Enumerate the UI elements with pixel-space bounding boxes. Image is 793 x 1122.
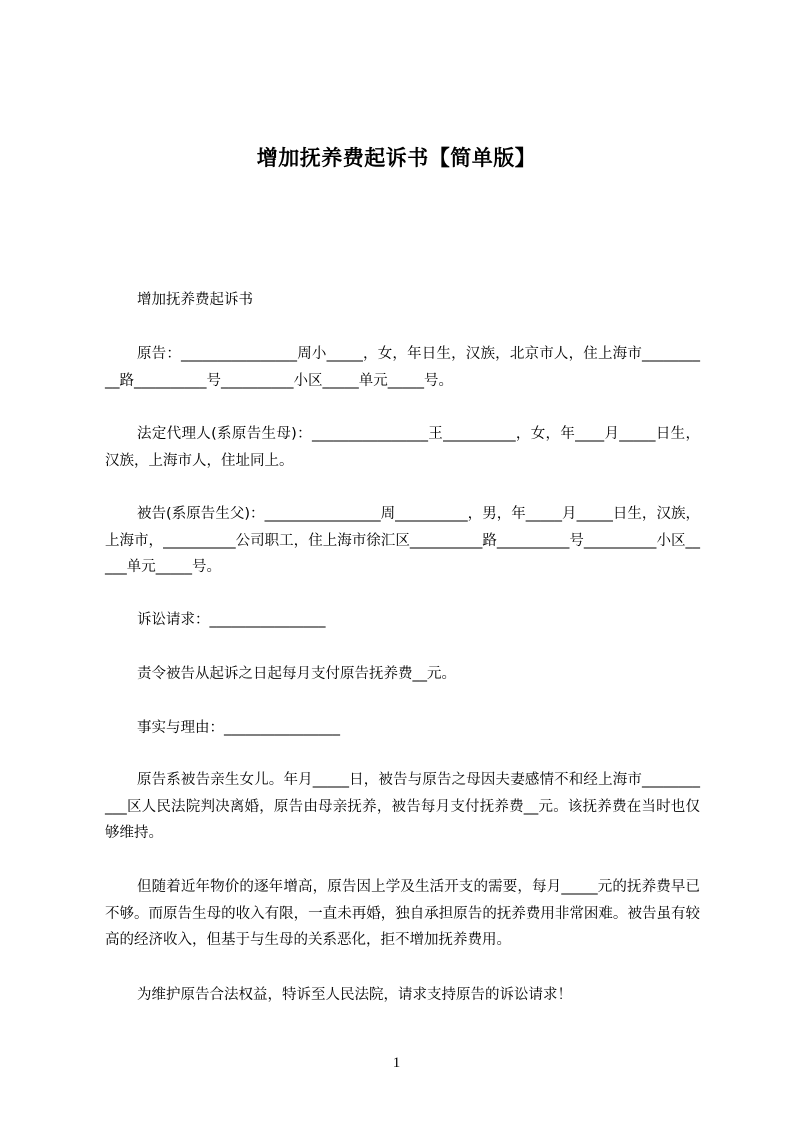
page-number: 1 — [392, 1055, 401, 1071]
paragraph-facts-1: 原告系被告亲生女儿。年月_____日，被告与原告之母因夫妻感情不和经上海市___________区人民法院判决离婚，原告由母亲抚养，被告每月支付抚养费__元。该抚养费在当时也仅够维持。 — [105, 772, 700, 841]
document-title: 增加抚养费起诉书【简单版】 — [256, 146, 537, 170]
paragraph-legal-representative: 法定代理人(系原告生母)：________________王__________，女，年____月_____日生，汉族，上海市人，住址同上。 — [105, 426, 700, 469]
paragraph-claims-label: 诉讼请求：________________ — [137, 612, 326, 628]
paragraph-defendant: 被告(系原告生父)：________________周__________，男，年_____月_____日生，汉族，上海市，__________公司职工，住上海市徐汇区__________路__________号__________小区_____单元_____号。 — [105, 506, 700, 575]
paragraph-plaintiff: 原告：________________周小_____，女，年日生，汉族，北京市人，住上海市__________路__________号__________小区_____单元_____号。 — [105, 346, 700, 389]
paragraph-closing: 为维护原告合法权益，特诉至人民法院，请求支持原告的诉讼请求！ — [137, 987, 572, 1003]
paragraph-heading: 增加抚养费起诉书 — [137, 292, 253, 308]
paragraph-claim-content: 责令被告从起诉之日起每月支付原告抚养费__元。 — [137, 666, 456, 682]
paragraph-facts-2: 但随着近年物价的逐年增高，原告因上学及生活开支的需要，每月_____元的抚养费早已不够。而原告生母的收入有限，一直未再婚，独自承担原告的抚养费用非常困难。被告虽有较高的经济收入，但基于与生母的关系恶化，拒不增加抚养费用。 — [105, 879, 700, 948]
paragraph-facts-label: 事实与理由：________________ — [137, 720, 340, 736]
